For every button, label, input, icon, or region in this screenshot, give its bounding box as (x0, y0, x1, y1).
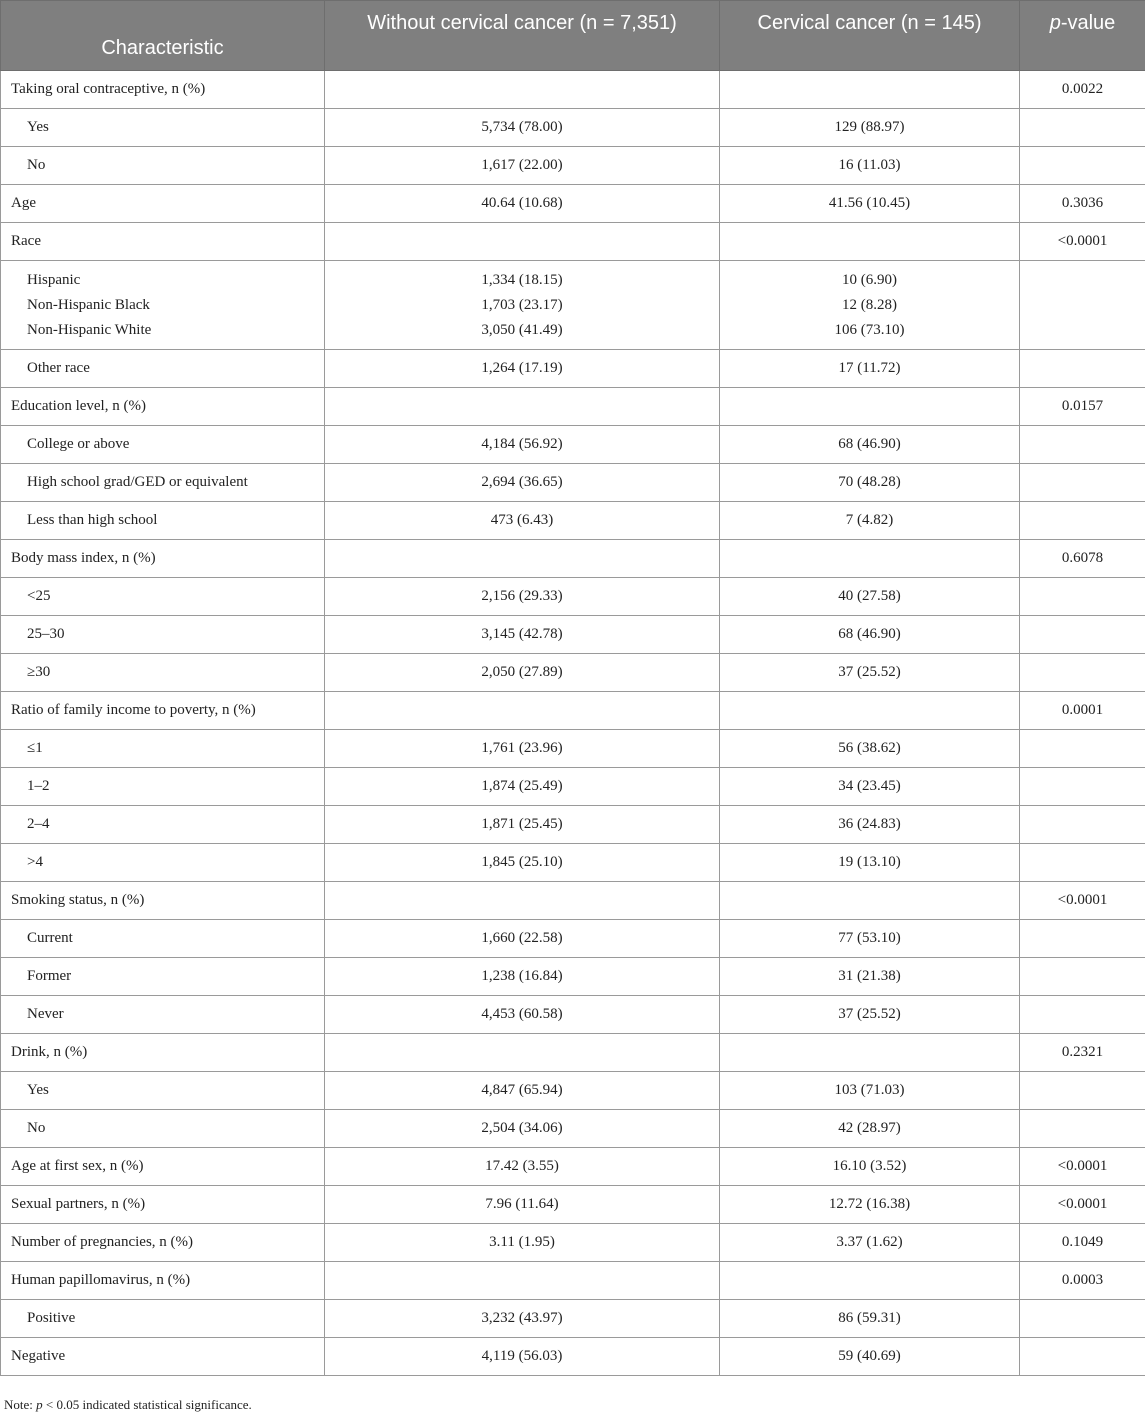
header-cervical-cancer: Cervical cancer (n = 145) (720, 1, 1020, 71)
cell-p-value (1020, 426, 1145, 464)
table-row (1, 1186, 1145, 1224)
cell-without-cancer (325, 223, 720, 261)
cell-without-cancer (325, 882, 720, 920)
cell-without-cancer: 3,145 (42.78) (325, 616, 720, 654)
table-row (1, 996, 1145, 1034)
cell-cervical-cancer: 103 (71.03) (720, 1072, 1020, 1110)
cell-cervical-cancer: 37 (25.52) (720, 996, 1020, 1034)
table-row (1, 1300, 1145, 1338)
cell-without-cancer (325, 1262, 720, 1300)
table-row (1, 185, 1145, 223)
cell-p-value: <0.0001 (1020, 223, 1145, 261)
cell-p-value (1020, 806, 1145, 844)
cell-cervical-cancer-group (720, 261, 1020, 350)
cell-p-value: <0.0001 (1020, 1186, 1145, 1224)
cell-cervical-cancer (720, 71, 1020, 109)
header-characteristic: Characteristic (1, 1, 325, 71)
cell-p-value (1020, 109, 1145, 147)
table-row (1, 350, 1145, 388)
cell-p-value: <0.0001 (1020, 882, 1145, 920)
header-p-value (1020, 1, 1145, 71)
cell-p-value: 0.0157 (1020, 388, 1145, 426)
table-row (1, 882, 1145, 920)
cell-p-value: <0.0001 (1020, 1148, 1145, 1186)
cell-cervical-cancer: 42 (28.97) (720, 1110, 1020, 1148)
cell-cervical-cancer (720, 882, 1020, 920)
row-label: Negative (1, 1338, 325, 1376)
footnote-text: < 0.05 indicated statistical significance. (42, 1397, 252, 1412)
cell-p-value: 0.6078 (1020, 540, 1145, 578)
cell-without-cancer: 1,761 (23.96) (325, 730, 720, 768)
table-row (1, 426, 1145, 464)
cell-p-value (1020, 996, 1145, 1034)
cell-without-cancer: 1,617 (22.00) (325, 147, 720, 185)
cell-without-cancer: 4,119 (56.03) (325, 1338, 720, 1376)
cell-without-cancer: 5,734 (78.00) (325, 109, 720, 147)
cell-cervical-cancer: 68 (46.90) (720, 616, 1020, 654)
row-label: 1–2 (1, 768, 325, 806)
cell-cervical-cancer: 34 (23.45) (720, 768, 1020, 806)
table-row (1, 578, 1145, 616)
cell-without-cancer (325, 1034, 720, 1072)
cell-without-cancer: 2,050 (27.89) (325, 654, 720, 692)
row-label: Current (1, 920, 325, 958)
cell-p-value (1020, 502, 1145, 540)
cell-p-value (1020, 1338, 1145, 1376)
row-label: Age at first sex, n (%) (1, 1148, 325, 1186)
cell-p-value: 0.2321 (1020, 1034, 1145, 1072)
row-label: Non-Hispanic White (27, 321, 152, 338)
cell-cervical-cancer: 31 (21.38) (720, 958, 1020, 996)
table-row (1, 1262, 1145, 1300)
row-label: <25 (1, 578, 325, 616)
cell-cervical-cancer: 56 (38.62) (720, 730, 1020, 768)
cell-cervical-cancer: 77 (53.10) (720, 920, 1020, 958)
cell-without-cancer: 1,871 (25.45) (325, 806, 720, 844)
cell-cervical-cancer: 10 (6.90) (842, 271, 897, 288)
table-row (1, 1338, 1145, 1376)
cell-cervical-cancer: 70 (48.28) (720, 464, 1020, 502)
cell-cervical-cancer: 16.10 (3.52) (720, 1148, 1020, 1186)
cell-p-value (1020, 578, 1145, 616)
cell-cervical-cancer: 129 (88.97) (720, 109, 1020, 147)
row-label: Less than high school (1, 502, 325, 540)
row-label: No (1, 147, 325, 185)
cell-cervical-cancer: 16 (11.03) (720, 147, 1020, 185)
table-row (1, 958, 1145, 996)
cell-without-cancer: 40.64 (10.68) (325, 185, 720, 223)
row-label: Ratio of family income to poverty, n (%) (1, 692, 325, 730)
cell-cervical-cancer: 59 (40.69) (720, 1338, 1020, 1376)
row-label: 2–4 (1, 806, 325, 844)
cell-cervical-cancer: 12.72 (16.38) (720, 1186, 1020, 1224)
cell-p-value (1020, 350, 1145, 388)
cell-without-cancer: 1,660 (22.58) (325, 920, 720, 958)
cell-without-cancer (325, 540, 720, 578)
cell-p-value (1020, 958, 1145, 996)
row-label: Taking oral contraceptive, n (%) (1, 71, 325, 109)
table-row (1, 223, 1145, 261)
table-row (1, 1034, 1145, 1072)
cell-without-cancer: 3,232 (43.97) (325, 1300, 720, 1338)
cell-without-cancer: 1,874 (25.49) (325, 768, 720, 806)
table-row (1, 540, 1145, 578)
cell-cervical-cancer (720, 223, 1020, 261)
row-label: ≤1 (1, 730, 325, 768)
cell-p-value (1020, 654, 1145, 692)
cell-cervical-cancer: 37 (25.52) (720, 654, 1020, 692)
cell-p-value (1020, 1072, 1145, 1110)
row-label: College or above (1, 426, 325, 464)
cell-p-value (1020, 1300, 1145, 1338)
cell-p-value (1020, 768, 1145, 806)
table-row (1, 464, 1145, 502)
cell-cervical-cancer: 12 (8.28) (842, 296, 897, 313)
cell-p-value (1020, 1110, 1145, 1148)
cell-without-cancer: 3.11 (1.95) (325, 1224, 720, 1262)
row-label: Age (1, 185, 325, 223)
row-label: >4 (1, 844, 325, 882)
row-label: Yes (1, 109, 325, 147)
table-row (1, 388, 1145, 426)
cell-without-cancer: 2,504 (34.06) (325, 1110, 720, 1148)
row-label: Never (1, 996, 325, 1034)
cell-cervical-cancer (720, 540, 1020, 578)
cell-p-value: 0.0022 (1020, 71, 1145, 109)
cell-cervical-cancer: 86 (59.31) (720, 1300, 1020, 1338)
footnote-p-italic: p (36, 1397, 43, 1412)
row-label: Hispanic (27, 271, 81, 288)
row-label: Yes (1, 1072, 325, 1110)
cell-without-cancer: 17.42 (3.55) (325, 1148, 720, 1186)
row-label: Education level, n (%) (1, 388, 325, 426)
row-label: Race (1, 223, 325, 261)
cell-without-cancer: 1,264 (17.19) (325, 350, 720, 388)
table-row (1, 920, 1145, 958)
cell-without-cancer: 7.96 (11.64) (325, 1186, 720, 1224)
cell-p-value (1020, 261, 1145, 350)
table-row (1, 109, 1145, 147)
table-row (1, 502, 1145, 540)
header-without-cancer: Without cervical cancer (n = 7,351) (325, 1, 720, 71)
cell-cervical-cancer: 17 (11.72) (720, 350, 1020, 388)
cell-without-cancer (325, 388, 720, 426)
row-label: Other race (1, 350, 325, 388)
cell-p-value (1020, 616, 1145, 654)
table-row (1, 1110, 1145, 1148)
cell-p-value (1020, 920, 1145, 958)
cell-without-cancer: 1,703 (23.17) (481, 296, 563, 313)
row-label: 25–30 (1, 616, 325, 654)
cell-without-cancer: 2,156 (29.33) (325, 578, 720, 616)
table-row (1, 692, 1145, 730)
cell-p-value: 0.0003 (1020, 1262, 1145, 1300)
row-label-group (1, 261, 325, 350)
cell-cervical-cancer: 7 (4.82) (720, 502, 1020, 540)
header-p-italic: p (1049, 12, 1061, 34)
cell-cervical-cancer: 68 (46.90) (720, 426, 1020, 464)
table-header-row (1, 1, 1145, 71)
cell-without-cancer: 473 (6.43) (325, 502, 720, 540)
cell-without-cancer: 4,453 (60.58) (325, 996, 720, 1034)
cell-cervical-cancer (720, 1262, 1020, 1300)
table-row (1, 1224, 1145, 1262)
cell-cervical-cancer: 3.37 (1.62) (720, 1224, 1020, 1262)
table-row (1, 616, 1145, 654)
cell-cervical-cancer: 106 (73.10) (834, 321, 905, 338)
cell-without-cancer (325, 692, 720, 730)
row-label: No (1, 1110, 325, 1148)
row-label: ≥30 (1, 654, 325, 692)
cell-p-value (1020, 464, 1145, 502)
row-label: Former (1, 958, 325, 996)
table-row (1, 71, 1145, 109)
table-row (1, 730, 1145, 768)
cell-p-value (1020, 844, 1145, 882)
cell-p-value: 0.1049 (1020, 1224, 1145, 1262)
row-label: Body mass index, n (%) (1, 540, 325, 578)
table-row (1, 1148, 1145, 1186)
table-row (1, 806, 1145, 844)
cell-p-value: 0.3036 (1020, 185, 1145, 223)
row-label: Drink, n (%) (1, 1034, 325, 1072)
cell-p-value (1020, 147, 1145, 185)
cell-cervical-cancer (720, 1034, 1020, 1072)
table-row (1, 147, 1145, 185)
row-label: High school grad/GED or equivalent (1, 464, 325, 502)
cell-cervical-cancer: 19 (13.10) (720, 844, 1020, 882)
header-p-rest: -value (1060, 12, 1116, 34)
cell-cervical-cancer: 36 (24.83) (720, 806, 1020, 844)
table-row (1, 768, 1145, 806)
row-label: Sexual partners, n (%) (1, 1186, 325, 1224)
cell-without-cancer-group (325, 261, 720, 350)
table-row (1, 654, 1145, 692)
cell-without-cancer: 2,694 (36.65) (325, 464, 720, 502)
cell-p-value: 0.0001 (1020, 692, 1145, 730)
table-row-group (1, 261, 1145, 350)
table-row (1, 844, 1145, 882)
row-label: Number of pregnancies, n (%) (1, 1224, 325, 1262)
cell-p-value (1020, 730, 1145, 768)
table-row (1, 1072, 1145, 1110)
cell-without-cancer: 1,334 (18.15) (481, 271, 563, 288)
cell-cervical-cancer (720, 692, 1020, 730)
cell-without-cancer: 4,184 (56.92) (325, 426, 720, 464)
row-label: Human papillomavirus, n (%) (1, 1262, 325, 1300)
cell-cervical-cancer (720, 388, 1020, 426)
table-footnote (4, 1397, 252, 1413)
row-label: Smoking status, n (%) (1, 882, 325, 920)
cell-without-cancer: 4,847 (65.94) (325, 1072, 720, 1110)
cell-without-cancer: 1,238 (16.84) (325, 958, 720, 996)
cell-cervical-cancer: 40 (27.58) (720, 578, 1020, 616)
footnote-prefix: Note: (4, 1397, 37, 1412)
row-label: Positive (1, 1300, 325, 1338)
row-label: Non-Hispanic Black (27, 296, 150, 313)
cell-without-cancer: 1,845 (25.10) (325, 844, 720, 882)
cell-without-cancer: 3,050 (41.49) (481, 321, 563, 338)
cell-without-cancer (325, 71, 720, 109)
cell-cervical-cancer: 41.56 (10.45) (720, 185, 1020, 223)
